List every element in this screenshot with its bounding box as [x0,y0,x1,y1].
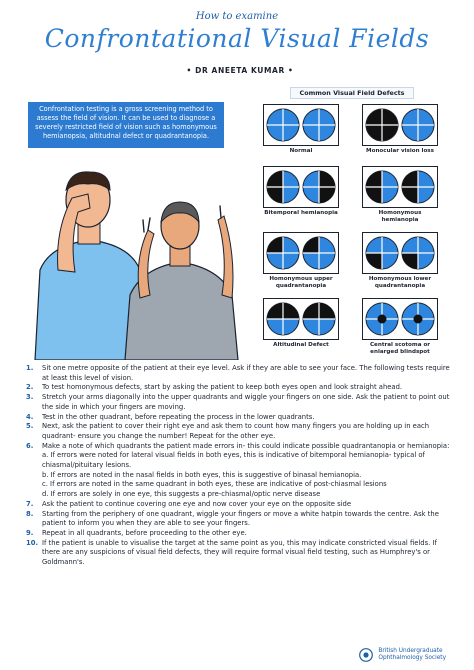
intro-box: Confrontation testing is a gross screening method to assess the field of vision. It can be used to diagnose a severely restricted field of vision such as homonymous hemianopsia, altitudnal defect or quadrantanopia. [28,102,224,148]
step-number: 5. [26,422,34,431]
instruction-subitem [26,490,456,500]
step-text: Repeat in all quadrants, before proceeding to the other eye. [42,528,247,537]
defect-label: Monocular vision loss [366,148,434,154]
visual-field-diagram [362,232,438,274]
instruction-step [26,500,456,510]
instruction-subitem [26,451,456,470]
footer-line2: Ophthalmology Society [378,655,446,661]
defect-label: Altitudinal Defect [273,342,329,348]
step-text: c. If errors are noted in the same quadrant in both eyes, these are indicative of post-chiasmal lesions [42,480,387,489]
defects-title: Common Visual Field Defects [290,87,414,99]
defect-monocular-loss [362,104,438,155]
defect-central-scotoma [362,298,438,356]
step-text: d. If errors are solely in one eye, this suggests a pre-chiasmal/optic nerve disease [42,490,321,499]
instruction-step [26,413,456,423]
step-text: Make a note of which quadrants the patient made errors in- this could indicate possible quadrantanopia or hemianopia: [42,441,450,450]
defect-bitemporal-hemianopia [263,166,339,217]
instruction-subitem [26,471,456,481]
defect-altitudinal [263,298,339,349]
author: • DR ANEETA KUMAR • [186,66,294,75]
step-text: Test in the other quadrant, before repeating the process in the lower quadrants. [42,412,315,421]
step-number: 4. [26,412,34,421]
instruction-subitem [26,480,456,490]
visual-field-diagram [263,166,339,208]
step-text: Next, ask the patient to cover their right eye and ask them to count how many fingers you are holding up in each quadrant- ensure you change the number! Repeat for the other eye. [42,422,430,440]
instruction-list [26,364,456,568]
defect-label: Homonymous hemianopia [378,210,422,223]
step-number: 7. [26,499,34,508]
visual-field-diagram [263,104,339,146]
step-text: Ask the patient to continue covering one eye and now cover your eye on the opposite side [42,499,351,508]
step-number: 10. [26,538,39,547]
footer-line1: British Undergraduate [378,648,443,654]
step-number: 1. [26,364,34,372]
visual-field-diagram [263,232,339,274]
instruction-step [26,364,456,383]
defect-normal [263,104,339,155]
step-text: Starting from the periphery of one quadrant, wiggle your fingers or move a white hatpin towards the centre. Ask the patient to inform you when they are able to see your fingers. [42,509,439,528]
defect-label: Homonymous lower quadrantanopia [368,276,432,289]
instruction-step [26,383,456,393]
footer-logo [359,648,446,662]
instruction-step [26,422,456,441]
step-number: 2. [26,383,34,392]
step-number: 8. [26,509,34,518]
visual-field-diagram [362,166,438,208]
instruction-step [26,510,456,529]
defect-homonymous-hemianopia [362,166,438,224]
visual-field-diagram [362,104,438,146]
defect-upper-quadrantanopia [263,232,339,290]
instruction-step [26,529,456,539]
step-number: 9. [26,528,34,537]
examination-illustration [30,160,255,360]
instruction-step [26,442,456,452]
step-text: Sit one metre opposite of the patient at their eye level. Ask if they are able to see your face. The following tests require at least this level of vision. [42,364,450,382]
page-title: Confrontational Visual Fields [44,24,430,53]
step-text: Stretch your arms diagonally into the upper quadrants and wiggle your fingers on one side. Ask the patient to point out the side in which your fingers are moving. [42,393,450,411]
defect-lower-quadrantanopia [362,232,438,290]
step-number: 3. [26,393,34,402]
step-text: a. If errors were noted for lateral visual fields in both eyes, this is indicative of bitemporal hemianopia- typical of chiasmal/pituitary lesions. [42,451,425,470]
society-logo-icon [359,648,373,662]
visual-field-diagram [362,298,438,340]
step-number: 6. [26,441,34,450]
instruction-step [26,539,456,568]
defect-label: Homonymous upper quadrantanopia [269,276,333,289]
defect-label: Central scotoma or enlarged blindspot [369,342,431,355]
pretitle: How to examine [195,11,279,22]
step-text: To test homonymous defects, start by asking the patient to keep both eyes open and look straight ahead. [42,383,403,392]
step-text: If the patient is unable to visualise the target at the same point as you, this may indicate constricted visual fields. If there are any suspicions of visual field defects, they will require formal visual field testing, such as Humphrey's or Goldmann's. [42,538,437,567]
instruction-step [26,393,456,412]
defect-label: Normal [289,148,313,154]
defect-label: Bitemporal hemianopia [264,210,338,216]
step-text: b. If errors are noted in the nasal fields in both eyes, this is suggestive of binasal hemianopia. [42,470,362,479]
visual-field-diagram [263,298,339,340]
